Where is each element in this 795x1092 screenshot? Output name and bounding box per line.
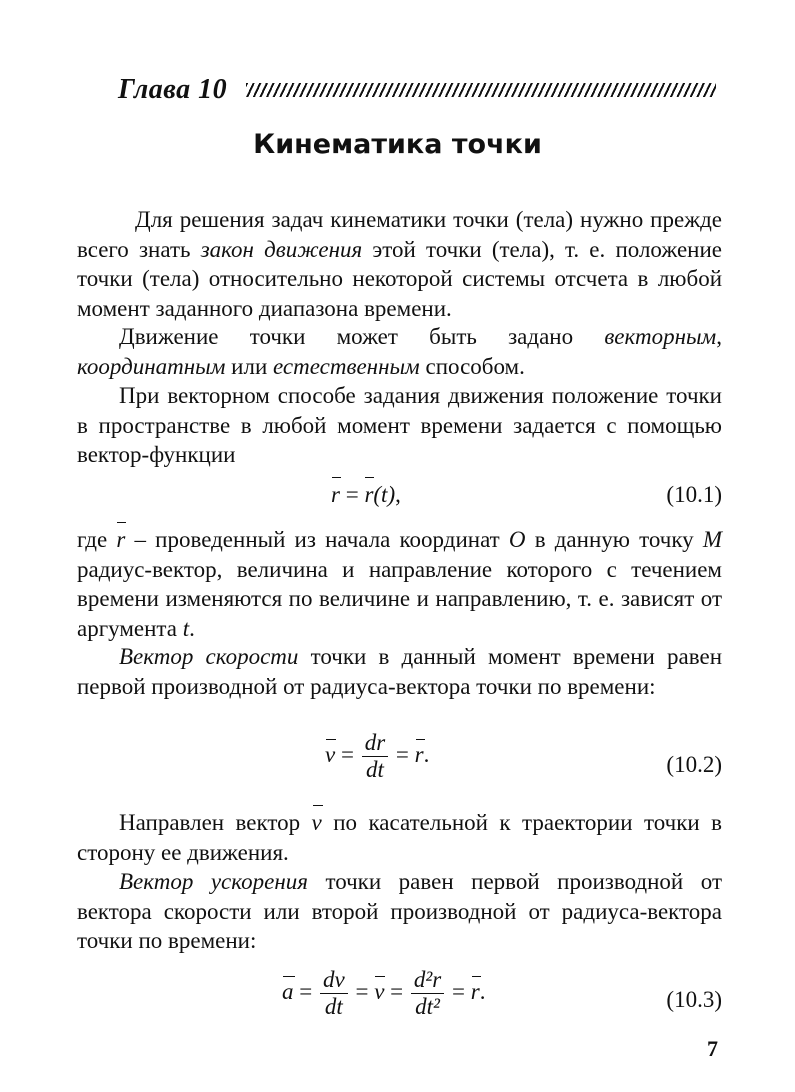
fraction-numerator: d²r [411,967,444,994]
p4-text-e: в данную точку [525,527,703,552]
formula-10-3-body: a = $\frac{dv}{dt}$ = v = $\frac{\text{d²r}}{\text{dt²}}$ = r. [282,967,486,1019]
vector-r-dot: r [414,741,424,767]
vector-r: r [331,480,340,510]
paragraph-4 [77,525,722,643]
vector-r-ddot: r [470,978,480,1004]
p2-term-coordinate: координатным [77,353,226,379]
paragraph-6 [77,808,722,867]
equals-sign: = [339,482,365,507]
p2-text-g: способом. [419,353,525,379]
formula-number-10-3: (10.3) [666,987,722,1012]
fraction-denominator: dt [365,757,384,782]
paragraph-2 [77,322,722,381]
p2-text-a: Движение точки может быть задано [119,324,605,349]
paragraph-5 [77,642,722,701]
paragraph-7 [77,867,722,956]
formula-period: . [423,741,430,767]
section-title: Кинематика точки [253,129,542,160]
paragraph-3 [77,381,722,470]
formula-comma: , [395,482,401,507]
paragraph-1 [77,205,722,323]
formula-10-2 [77,730,722,800]
p7-term-acceleration-vector: Вектор ускорения [119,869,308,894]
p3-text-a: При векторном способе задания движения положение точки в пространстве в любой момент времени задается с помощью вектор-функции [77,383,722,467]
vector-v: v [325,741,336,767]
fraction-d2r-dt2 [411,967,444,1020]
formula-10-1-body [331,480,401,510]
vector-r: r [116,525,125,555]
p6-text-a: Направлен вектор [119,810,312,835]
point-M: M [702,527,723,552]
p4-text-c: – проведенный из начала координат [125,527,509,552]
vector-v-dot: v [374,978,385,1004]
formula-period: . [479,978,486,1004]
p5-text-b: точки в данный момент времени равен первой производной от радиуса-вектора точки по времени: [77,644,722,699]
fraction-numerator: dv [320,967,348,994]
fraction-denominator: dt² [415,994,440,1019]
fraction-denominator: dt [324,994,343,1019]
argument-t: (t) [373,482,396,507]
p2-text-c: , [716,324,722,349]
p1-text-c: этой точки (тела), т. е. положение точки (тела) относительно некоторой системы отсчета в любой момент заданного диапазона времени. [77,236,722,321]
p2-text-e: или [225,353,274,379]
formula-10-3 [77,967,722,1037]
fraction-numerator: dr [362,730,388,757]
p1-text-a: Для решения задач кинематики точки (тела) нужно прежде всего знать [77,207,722,262]
fraction-dv-dt [320,967,348,1020]
origin-O: O [508,527,526,552]
fraction-dr-dt [362,730,388,783]
formula-10-2-body: v = $\frac{dr}{dt}$ = r. [325,730,430,782]
argument-t: t [182,615,190,641]
p2-term-natural: естественным [273,353,420,379]
p4-text-i: . [189,615,195,641]
chapter-hatched-rule [246,83,716,97]
p1-term-law-of-motion: закон движения [200,236,363,262]
p7-text-b: точки равен первой производной от вектора скорости или второй производной от радиуса-вектора точки по времени: [77,869,722,953]
vector-r: r [364,480,373,510]
p4-text-a: где [77,527,117,552]
vector-a: a [282,978,294,1004]
formula-number-10-2: (10.2) [666,752,722,777]
p6-text-c: по касательной к траектории точки в сторону ее движения. [77,810,722,865]
p5-term-velocity-vector: Вектор скорости [119,644,299,669]
chapter-label: Глава 10 [118,74,228,105]
p2-term-vector: векторным [604,324,717,349]
p4-text-g: радиус-вектор, величина и направление которого с течением времени изменяются по величине и направлению, т. е. зависят от аргумента [77,556,722,641]
vector-v: v [312,808,322,838]
chapter-header [118,70,718,110]
formula-number-10-1: (10.1) [666,482,722,507]
page-number: 7 [707,1036,718,1061]
